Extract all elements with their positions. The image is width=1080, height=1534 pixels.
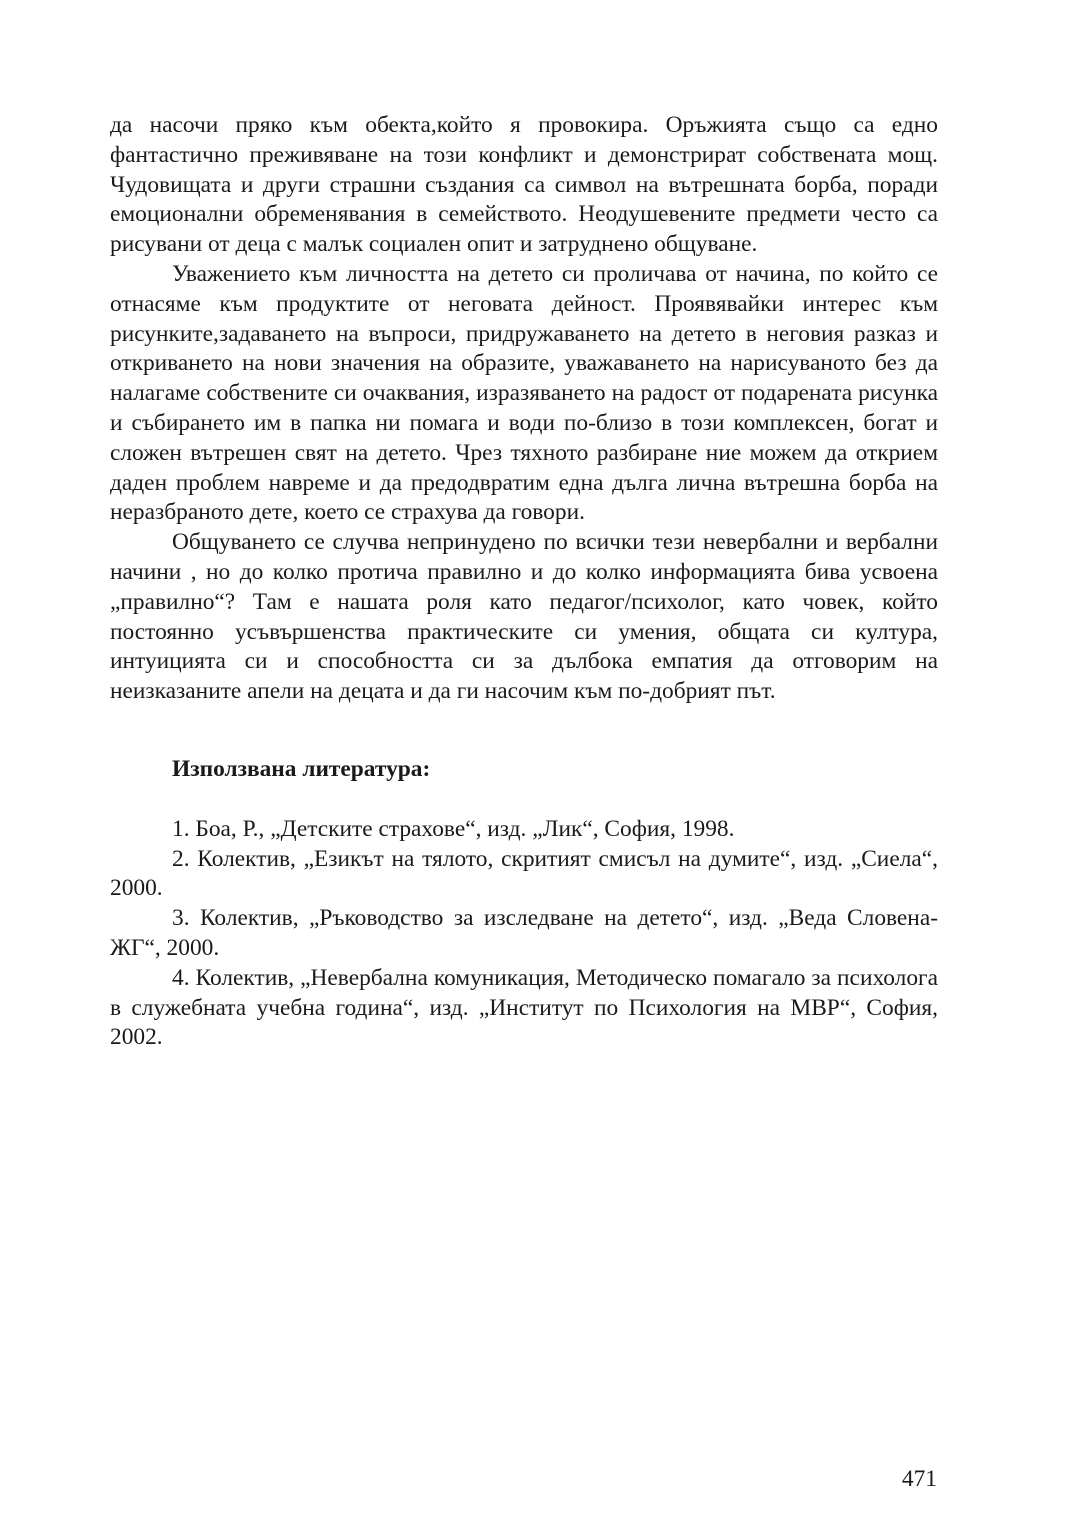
reference-item: 4. Колектив, „Невербална комуникация, Методическо помагало за психолога в служебната учебна година“, изд. „Институт по Психология на МВР“, София, 2002.	[110, 964, 938, 1051]
page-number: 471	[901, 1466, 937, 1492]
reference-item: 1. Боа, Р., „Детските страхове“, изд. „Лик“, София, 1998.	[172, 815, 735, 842]
reference-item: 3. Колектив, „Ръководство за изследване на детето“, изд. „Веда Словена-ЖГ“, 2000.	[110, 905, 938, 961]
page-body	[110, 111, 938, 1053]
paragraph-respect: Уважението към личността на детето си проличава от начина, по който се отнасяме към продуктите от неговата дейност. Проявявайки интерес към рисунките,задаването на въпроси, придружаването на детето в неговия разказ и откриването на нови значения на образите, уважаването на нарисуваното без да налагаме собствените си очаквания, изразяването на радост от подарената рисунка и събирането им в папка ни помага и води по-близо в този комплексен, богат и сложен вътрешен свят на детето. Чрез тяхното разбиране ние можем да открием даден проблем навреме и да предодвратим една дълга лична вътрешна борба на неразбраното дете, което се страхува да говори.	[110, 260, 938, 526]
paragraph-communication: Общуването се случва непринудено по всички тези невербални и вербални начини , но до колко протича правилно и до колко информацията бива усвоена „правилно“? Там е нашата роля като педагог/психолог, като човек, който постоянно усъвършенства практическите си умения, общата си култура, интуицията си и способността си за дълбока емпатия да отговорим на неизказаните апели на децата и да ги насочим към по-добрият път.	[110, 529, 938, 705]
paragraph-continuation: да насочи пряко към обекта,който я провокира. Оръжията също са едно фантастично преживяване на този конфликт и демонстрират собствената мощ. Чудовищата и други страшни създания са символ на вътрешната борба, поради емоционални обременявания в семейството. Неодушевените предмети често са рисувани от деца с малък социален опит и затруднено общуване.	[110, 112, 938, 258]
references-heading: Използвана литература:	[172, 755, 431, 782]
references-list	[110, 815, 938, 1053]
reference-item: 2. Колектив, „Езикът на тялото, скритият смисъл на думите“, изд. „Сиела“, 2000.	[110, 845, 938, 902]
